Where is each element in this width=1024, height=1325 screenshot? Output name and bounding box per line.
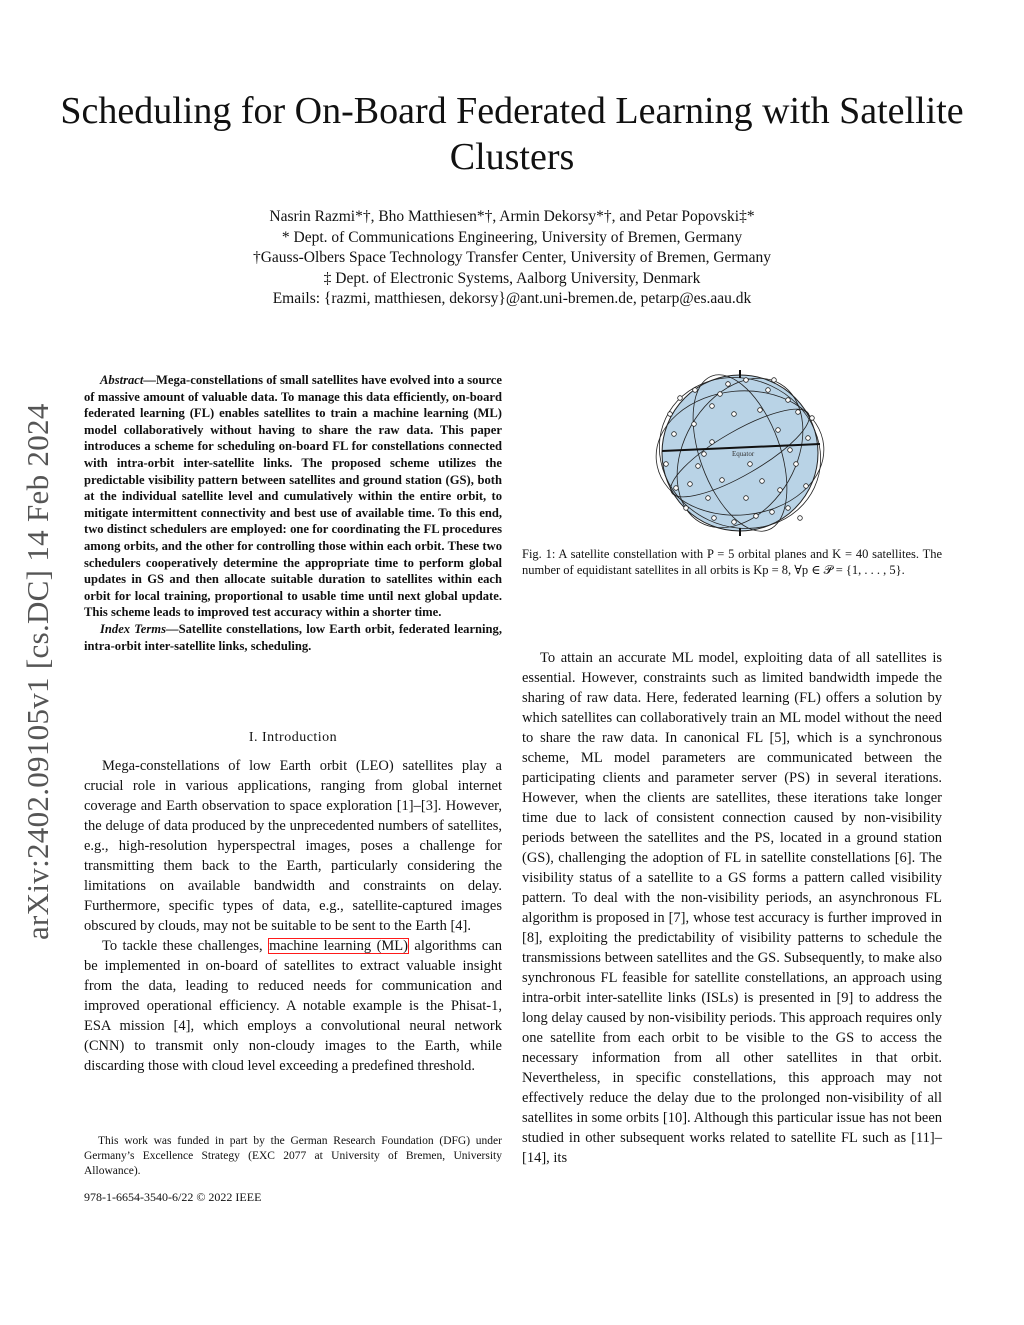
right-column-text <box>522 648 942 1168</box>
satellite <box>696 464 701 469</box>
satellite <box>712 516 717 521</box>
satellite <box>664 462 669 467</box>
abstract-text: Mega-constellations of small satellites have evolved into a source of massive amount of valuable data. To manage this data efficiently, on-board federated learning (FL) enables satellites to train a machine learning (ML) model collaboratively without having to share the raw data. This paper introduces a scheme for scheduling on-board FL for constellations connected with intra-orbit inter-satellite links. The proposed scheme utilizes the predictable visibility pattern between satellites and ground station (GS), both at the individual satellite level and cumulatively within the entire orbit, to mitigate intermittent connectivity and best use of available time. To this end, two distinct schedulers are employed: one for coordinating the FL procedures among orbits, and the other for controlling those within each orbit. These two schedulers cooperatively determine the appropriate time to perform global updates in GS and then allocate suitable duration to satellites within each orbit for local training, proportional to usable time until next global update. This scheme leads to improved test accuracy within a shorter time. <box>84 373 502 620</box>
abstract-label: Abstract— <box>100 373 156 387</box>
paper-title: Scheduling for On-Board Federated Learning with Satellite Clusters <box>60 90 964 178</box>
intro-text <box>84 756 502 1076</box>
satellite <box>806 436 811 441</box>
intro-paragraph-2 <box>84 936 502 1076</box>
satellite <box>754 514 759 519</box>
index-terms <box>84 621 502 654</box>
copyright-notice: 978-1-6654-3540-6/22 © 2022 IEEE <box>84 1190 262 1204</box>
satellite <box>770 510 775 515</box>
constellation-figure <box>650 368 830 538</box>
satellite <box>710 404 715 409</box>
abstract-body <box>84 372 502 621</box>
funding-footnote: This work was funded in part by the German Research Foundation (DFG) under Germany’s Excellence Strategy (EXC 2077 at University of Bremen, University Allowance). <box>84 1135 502 1177</box>
satellite <box>710 440 715 445</box>
satellite <box>760 479 765 484</box>
affiliation-2: †Gauss-Olbers Space Technology Transfer Center, University of Bremen, Germany <box>252 249 771 266</box>
satellite <box>786 398 791 403</box>
index-terms-text: Satellite constellations, low Earth orbit, federated learning, intra-orbit inter-satellite links, scheduling. <box>84 621 502 653</box>
satellite <box>684 506 689 511</box>
satellite <box>672 432 677 437</box>
right-paragraph-1: To attain an accurate ML model, exploiting data of all satellites is essential. However, constraints such as limited bandwidth impede the sharing of raw data. Here, federated learning (FL) offers a solution by which satellites can collaboratively train an ML model without the need to share the raw data. In canonical FL [5], which is a synchronous scheme, ML model parameters are communicated between the participating clients and parameter server (PS) in several iterations. However, when the clients are satellites, these iterations take longer time due to lack of consistent connection caused by non-visibility periods between the satellites and the PS, located in a ground station (GS), challenging the adoption of FL in satellite constellations [6]. The visibility status of a satellite to a GS forms a pattern called visibility pattern. To deal with the non-visibility periods, an asynchronous FL algorithm is proposed in [7], whose test accuracy is further improved in [8], exploiting the predictability of visibility patterns to schedule the transmissions between satellites and the GS. Subsequently, to make also synchronous FL feasible for satellite constellations, an approach using intra-orbit inter-satellite links (ISLs) is presented in [9] to address the long delay caused by non-visibility periods. This approach requires only one satellite from each orbit to be visible to the GS to access the necessary information from all other satellites in that orbit. Nevertheless, in specific constellations, this approach may not effectively reduce the delay due to the prolonged non-visibility of all satellites in some orbits [10]. Although this particular issue has not been studied in other subsequent works related to satellite FL such as [11]–[14], its <box>522 650 942 1166</box>
satellite <box>744 378 749 383</box>
satellite <box>794 462 799 467</box>
satellite <box>796 410 801 415</box>
satellite <box>744 496 749 501</box>
satellite <box>758 408 763 413</box>
satellite <box>693 388 698 393</box>
satellite <box>788 448 793 453</box>
equator-label: Equator <box>732 450 755 458</box>
satellite <box>786 506 791 511</box>
satellite <box>706 496 711 501</box>
abstract <box>84 372 502 654</box>
intro-paragraph-1: Mega-constellations of low Earth orbit (LEO) satellites play a crucial role in various applications, ranging from global internet coverage and Earth observation to space exploration [1]–[3]. However, the deluge of data produced by the unprecedented numbers of satellites, e.g., high-resolution hyperspectral images, poses a challenge for transmitting them back to the Earth, particularly considering the limitations on available bandwidth and constraints on delay. Furthermore, specific types of data, e.g., satellite-captured images obscured by clouds, may not be suitable to be sent to the Earth [4]. <box>84 758 502 934</box>
author-emails: Emails: {razmi, matthiesen, dekorsy}@ant.uni-bremen.de, petarp@es.aau.dk <box>272 290 752 307</box>
intro-p2-rest: algorithms can be implemented in on-board of satellites to extract valuable insight from the data, leading to reduced needs for communication and improved operational efficiency. A notable example is the Phisat-1, ESA mission [4], which employs a convolutional neural network (CNN) to transmit only non-cloudy images to the Earth, while discarding those with cloud level exceeding a predefined threshold. <box>84 938 503 1074</box>
satellite <box>766 388 771 393</box>
satellite <box>772 378 777 383</box>
satellite <box>726 382 731 387</box>
satellite <box>668 412 673 417</box>
satellite <box>778 488 783 493</box>
arxiv-stamp: arXiv:2402.09105v1 [cs.DC] 14 Feb 2024 <box>20 403 55 940</box>
satellite <box>776 428 781 433</box>
index-terms-label: Index Terms— <box>100 621 179 636</box>
satellite <box>692 422 697 427</box>
satellite <box>732 520 737 525</box>
satellite <box>720 478 725 483</box>
satellite <box>674 486 679 491</box>
author-block <box>60 207 964 310</box>
section-heading: I. Introduction <box>248 730 338 745</box>
intro-p2-start: To tackle these challenges, <box>102 938 263 954</box>
satellite <box>804 484 809 489</box>
satellite <box>798 516 803 521</box>
affiliation-3: ‡ Dept. of Electronic Systems, Aalborg University, Denmark <box>323 269 701 287</box>
satellite <box>718 392 723 397</box>
satellite <box>678 396 683 401</box>
affiliation-1: * Dept. of Communications Engineering, University of Bremen, Germany <box>281 228 743 246</box>
ml-acronym-link[interactable]: machine learning (ML) <box>269 938 408 954</box>
satellite <box>732 412 737 417</box>
satellite <box>748 462 753 467</box>
satellite <box>688 482 693 487</box>
figure-caption: Fig. 1: A satellite constellation with P = 5 orbital planes and K = 40 satellites. The number of equidistant satellites in all orbits is Kp = 8, ∀p ∈ 𝒫 = {1, . . . , 5}. <box>522 547 942 577</box>
author-names: Nasrin Razmi*†, Bho Matthiesen*†, Armin Dekorsy*†, and Petar Popovski‡* <box>269 208 755 225</box>
satellite <box>702 452 707 457</box>
satellite <box>810 416 815 421</box>
